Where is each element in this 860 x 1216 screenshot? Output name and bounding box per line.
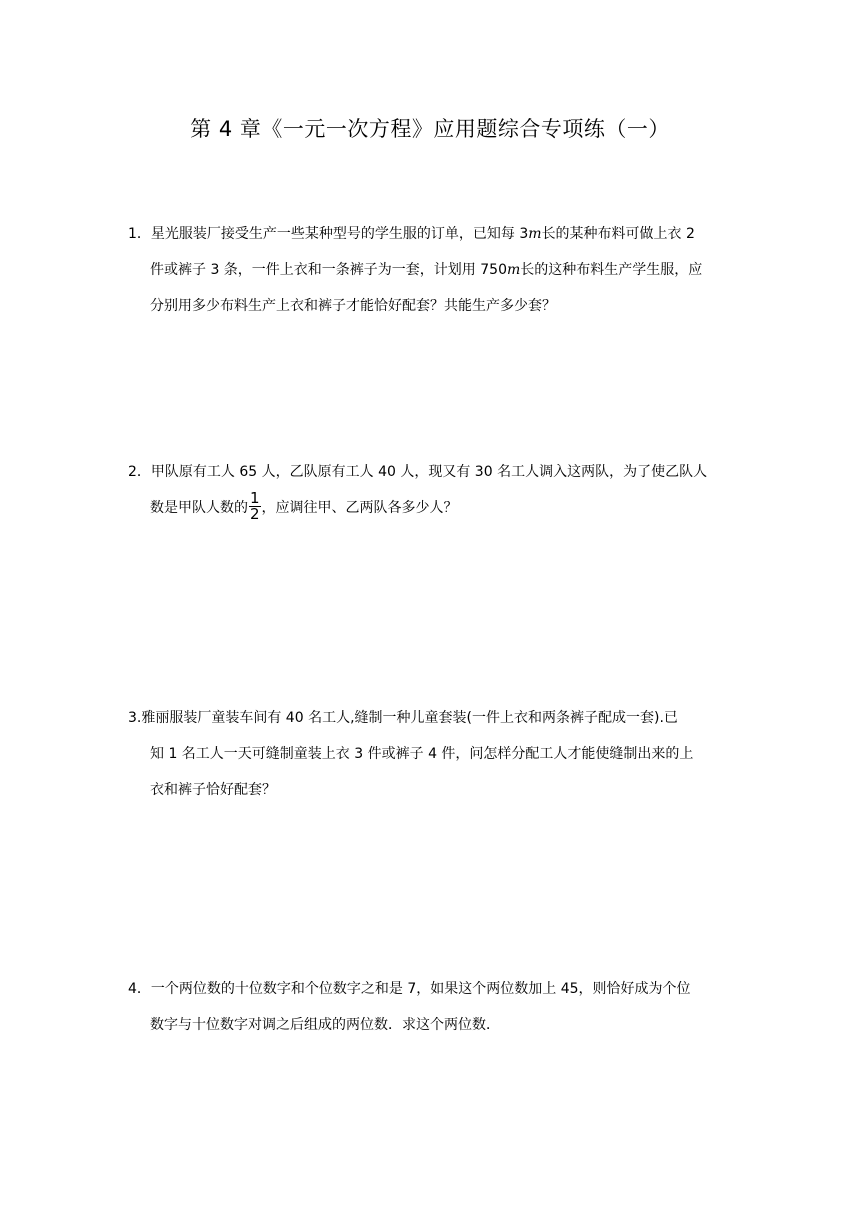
- problem-1-line-2: [128, 252, 732, 288]
- math-variable: m: [506, 262, 521, 278]
- problem-3-line-3: 衣和裤子恰好配套？: [150, 782, 276, 798]
- problem-text: 雅丽服装厂童装车间有 40 名工人,缝制一种儿童套装(一件上衣和两条裤子配成一套).已: [141, 710, 678, 726]
- page-title: 第 4 章《一元一次方程》应用题综合专项练（一）: [190, 117, 670, 141]
- problem-4-line-2: 数字与十位数字对调之后组成的两位数．求这个两位数．: [150, 1017, 500, 1033]
- math-variable: m: [528, 226, 542, 242]
- problem-1-line-3: 分别用多少布料生产上衣和裤子才能恰好配套？共能生产多少套？: [150, 298, 556, 314]
- problem-2: [128, 454, 732, 526]
- fraction: [249, 488, 261, 523]
- problem-number: 4．: [128, 981, 151, 997]
- problem-text: 长的某种布料可做上衣 2: [541, 226, 695, 242]
- problem-text: ，应调往甲、乙两队各多少人？: [261, 500, 458, 516]
- problem-4-line-1: [128, 971, 732, 1007]
- fraction-numerator: 1: [250, 488, 260, 507]
- fraction-denominator: 2: [250, 504, 260, 523]
- problem-number: 1．: [128, 226, 151, 242]
- problem-text: 长的这种布料生产学生服，应: [520, 262, 703, 278]
- problem-2-line-1: [128, 454, 732, 490]
- problem-2-line-2: [128, 490, 732, 526]
- problem-number: 2．: [128, 464, 151, 480]
- problem-text: 甲队原有工人 65 人，乙队原有工人 40 人，现又有 30 名工人调入这两队，为了使乙队人: [150, 464, 708, 480]
- problem-3-line-1: [128, 700, 732, 736]
- problem-number: 3.: [128, 710, 142, 726]
- problem-text: 星光服装厂接受生产一些某种型号的学生服的订单，已知每 3: [150, 226, 529, 242]
- problem-3-line-2: 知 1 名工人一天可缝制童装上衣 3 件或裤子 4 件，问怎样分配工人才能使缝制出来的上: [150, 746, 694, 762]
- problem-text: 数是甲队人数的: [150, 500, 248, 516]
- problem-text: 一个两位数的十位数字和个位数字之和是 7，如果这个两位数加上 45，则恰好成为个位: [150, 981, 691, 997]
- problem-4: [128, 971, 732, 1043]
- problem-3: [128, 700, 732, 808]
- problem-text: 件或裤子 3 条，一件上衣和一条裤子为一套，计划用 750: [150, 262, 507, 278]
- problem-1: [128, 216, 732, 324]
- problem-1-line-1: [128, 216, 732, 252]
